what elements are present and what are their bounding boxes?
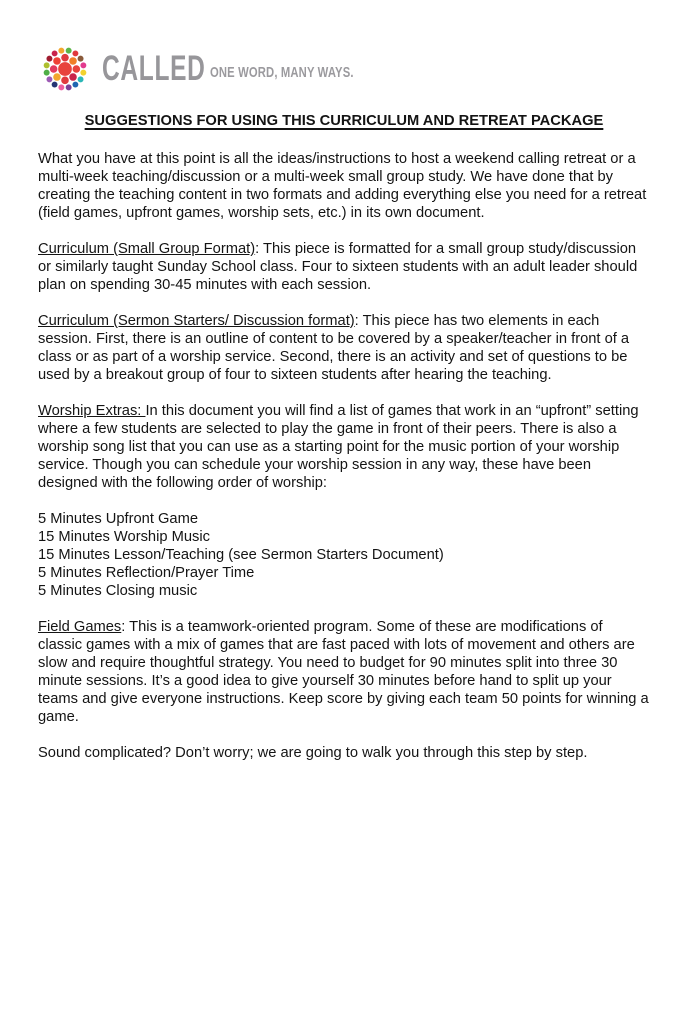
logo-wordmark: CALLED: [102, 49, 206, 88]
section-field-games-lead: Field Games: [38, 619, 122, 635]
section-small-group-lead: Curriculum (Small Group Format): [38, 241, 256, 257]
called-logo: [38, 42, 650, 96]
section-sermon-starters-lead: Curriculum (Sermon Starters/ Discussion format): [38, 313, 355, 329]
section-small-group-format: [38, 240, 650, 294]
section-worship-extras-body: In this document you will find a list of games that work in an “upfront” setting where a few students are selected to play the game in front of their peers. There is also a worship song list that you can use as a starting point for the music portion of your worship service. Though you can schedule your worship session in any way, these have been designed with the following order of worship:: [38, 403, 639, 491]
logo-tagline: ONE WORD, MANY WAYS.: [209, 63, 354, 81]
section-small-group-body: : This piece is formatted for a small group study/discussion or similarly taught Sunday School class. Four to sixteen students with an adult leader should plan on spending 30-45 minutes with each session.: [38, 241, 638, 293]
worship-order-item: 5 Minutes Closing music: [38, 583, 198, 599]
closing-paragraph: Sound complicated? Don’t worry; we are going to walk you through this step by step.: [38, 745, 588, 761]
worship-order-item: 15 Minutes Lesson/Teaching (see Sermon Starters Document): [38, 547, 444, 563]
section-field-games-body: : This is a teamwork-oriented program. Some of these are modifications of classic games with a mix of games that are fast paced with lots of movement and others are slow and require thoughtful strategy. You need to budget for 90 minutes split into three 30 minute sessions. It’s a good idea to give yourself 30 minutes before hand to split up your teams and give everyone instructions. Keep score by giving each team 50 points for winning a game.: [38, 619, 649, 725]
called-dots-icon: [38, 42, 92, 96]
worship-order-item: 5 Minutes Reflection/Prayer Time: [38, 565, 255, 581]
worship-order-list: [38, 510, 650, 600]
section-worship-extras-lead: Worship Extras:: [38, 403, 146, 419]
intro-paragraph: What you have at this point is all the ideas/instructions to host a weekend calling retreat or a multi-week teaching/discussion or a multi-week small group study. We have done that by creating the teaching content in two formats and adding everything else you need for a retreat (field games, upfront games, worship sets, etc.) in its own document.: [38, 151, 647, 221]
worship-order-item: 15 Minutes Worship Music: [38, 529, 210, 545]
document-content: [38, 0, 650, 780]
page-title-text: SUGGESTIONS FOR USING THIS CURRICULUM AND RETREAT PACKAGE: [84, 113, 604, 129]
page-title: [38, 112, 650, 130]
section-worship-extras: [38, 402, 650, 492]
section-sermon-starters: [38, 312, 650, 384]
worship-order-item: 5 Minutes Upfront Game: [38, 511, 198, 527]
section-sermon-starters-body: : This piece has two elements in each session. First, there is an outline of content to be covered by a speaker/teacher in front of a class or as part of a worship service. Second, there is an activity and set of questions to be used by a breakout group of four to sixteen students after hearing the teaching.: [38, 313, 630, 383]
section-field-games: [38, 618, 650, 726]
